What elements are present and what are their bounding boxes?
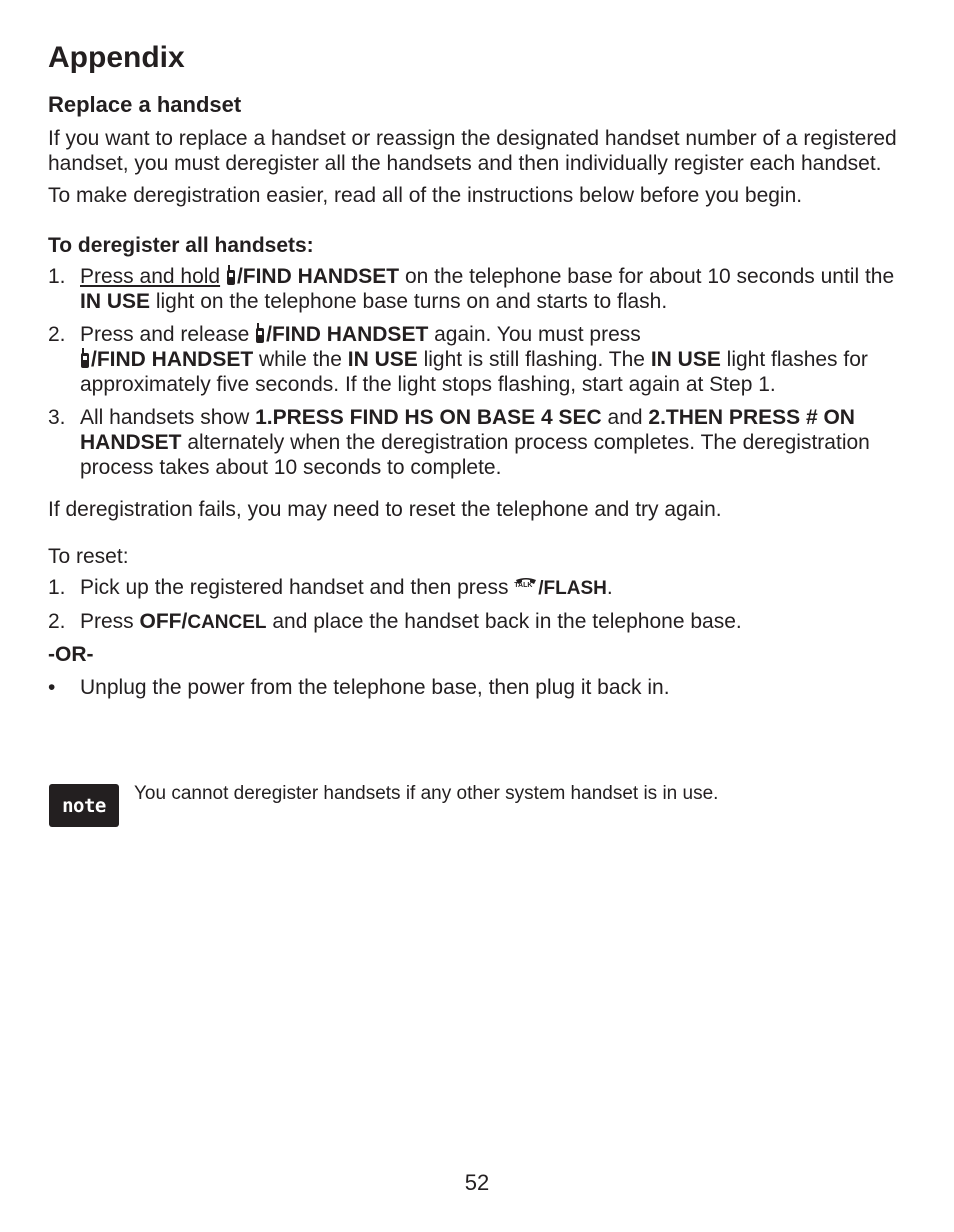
key-find-handset: /FIND HANDSET	[236, 265, 400, 288]
intro-paragraph-2: To make deregistration easier, read all of the instructions below before you begin.	[48, 184, 803, 207]
step-text: and place the handset back in the telephone base.	[266, 610, 742, 633]
bullet-icon: •	[48, 676, 56, 699]
page-content	[48, 38, 910, 700]
step-number: 1.	[48, 265, 66, 288]
bullet-item	[48, 675, 910, 700]
reset-step-1	[48, 575, 910, 601]
step-text: Press and release	[80, 323, 256, 346]
key-off: OFF/	[139, 610, 188, 633]
deregister-step-2	[48, 322, 910, 397]
page-number: 52	[464, 1170, 490, 1195]
note-badge: note	[49, 784, 119, 827]
heading-replace-handset: Replace a handset	[48, 92, 242, 117]
display-message-2: 2.THEN PRESS # ON HANDSET	[80, 406, 855, 454]
key-flash: /FLASH	[538, 578, 607, 599]
intro-paragraph-1: If you want to replace a handset or reassign the designated handset number of a registered handset, you must deregister all the handsets and then individually register each handset.	[48, 127, 897, 175]
reset-steps	[48, 575, 910, 635]
handset-icon	[227, 265, 236, 285]
step-text: Press	[80, 610, 140, 633]
talk-icon	[514, 577, 538, 597]
step-text: light flashes for approximately five seconds. If the light stops flashing, start again at Step 1.	[80, 348, 868, 396]
step-number: 2.	[48, 610, 66, 633]
step-text: light is still flashing. The	[417, 348, 651, 371]
section-title: Appendix	[48, 41, 185, 74]
reset-step-2	[48, 609, 910, 635]
bullet-list	[48, 675, 910, 700]
deregister-step-1	[48, 264, 910, 314]
deregister-steps	[48, 264, 910, 480]
in-use-label: IN USE	[650, 348, 721, 371]
step-number: 3.	[48, 406, 66, 429]
step-text: Pick up the registered handset and then press	[80, 576, 515, 599]
step-text: on the telephone base for about 10 seconds until the	[399, 265, 895, 288]
step-number: 2.	[48, 323, 66, 346]
bullet-text: Unplug the power from the telephone base, then plug it back in.	[80, 676, 670, 699]
in-use-label: IN USE	[80, 290, 151, 313]
in-use-label: IN USE	[347, 348, 418, 371]
key-find-handset: /FIND HANDSET	[91, 348, 254, 371]
step-text: .	[606, 576, 613, 599]
key-find-handset: /FIND HANDSET	[266, 323, 429, 346]
note-box	[48, 783, 910, 829]
step-text: All handsets show	[80, 406, 256, 429]
deregister-heading: To deregister all handsets:	[48, 234, 314, 257]
display-message-1: 1.PRESS FIND HS ON BASE 4 SEC	[255, 406, 602, 429]
step-text: alternately when the deregistration process completes. The deregistration process takes about 10 seconds to complete.	[80, 431, 870, 479]
note-text: You cannot deregister handsets if any other system handset is in use.	[134, 783, 719, 804]
reset-heading: To reset:	[48, 545, 129, 568]
key-cancel: CANCEL	[187, 612, 267, 633]
step-text: while the	[253, 348, 348, 371]
or-separator: -OR-	[48, 643, 94, 666]
step-text: and	[601, 406, 649, 429]
fail-paragraph: If deregistration fails, you may need to reset the telephone and try again.	[48, 498, 722, 521]
step-text: Press and hold	[80, 265, 221, 288]
deregister-step-3	[48, 405, 910, 480]
talk-label: TALK	[514, 582, 533, 589]
handset-icon	[256, 323, 265, 343]
handset-icon	[81, 348, 90, 368]
step-text: light on the telephone base turns on and starts to flash.	[150, 290, 668, 313]
step-number: 1.	[48, 576, 66, 599]
step-text: again. You must press	[428, 323, 641, 346]
